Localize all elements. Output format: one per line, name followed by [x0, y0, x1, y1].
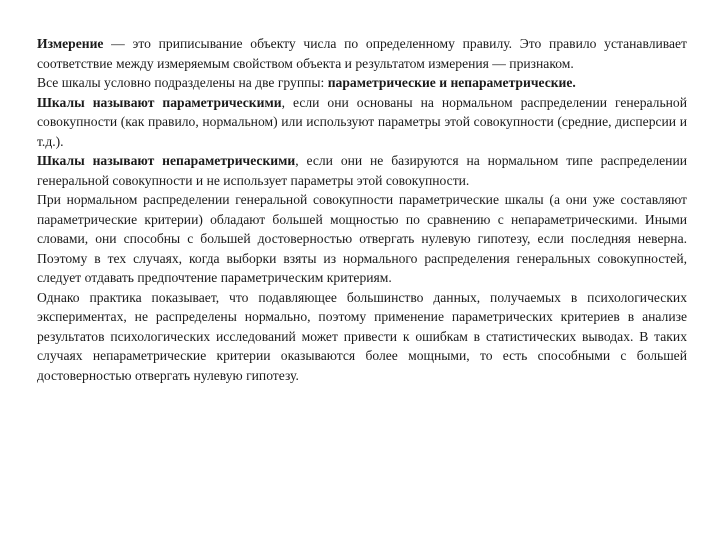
- parametric-text: , если они основаны на нормальном распределении генеральной совокупности (как правило, нормальном) или используют параметры этой совокупности (средние, дисперсии и т.д.).: [37, 94, 687, 149]
- scale-groups-text: Все шкалы условно подразделены на две группы:: [37, 75, 328, 90]
- nonparametric-text: , если они не базируются на нормальном типе распределении генеральной совокупности и не использует параметры этой совокупности.: [37, 153, 687, 188]
- paragraph-nonparametric: [37, 151, 687, 190]
- paragraph-measurement-definition: [37, 34, 687, 73]
- paragraph-scale-groups: [37, 73, 687, 93]
- paragraph-practice: Однако практика показывает, что подавляющее большинство данных, получаемых в психологических экспериментах, не распределены нормально, поэтому применение параметрических критериев в анализе результатов психологических исследований может привести к ошибкам в статистических выводах. В таких случаях непараметрические критерии оказываются более мощными, то есть способными с большей достоверностью отвергать нулевую гипотезу.: [37, 289, 687, 383]
- paragraph-parametric: [37, 93, 687, 152]
- paragraph-power-comparison: При нормальном распределении генеральной совокупности параметрические шкалы (а они уже составляют параметрические критерии) обладают большей мощностью по сравнению с непараметрическими. Иными словами, они способны с большей достоверностью отвергать нулевую гипотезу, если последняя неверна. Поэтому в тех случаях, когда выборки взяты из нормального распределения генеральных совокупностей, следует отдавать предпочтение параметрическим критериям.: [37, 192, 687, 285]
- scale-groups-bold: параметрические и непараметрические.: [327, 75, 576, 90]
- definition-text: — это приписывание объекту числа по определенному правилу. Это правило устанавливает соответствие между измеряемым свойством объекта и результатом измерения — признаком.: [37, 36, 687, 71]
- term-measurement: Измерение: [37, 36, 104, 51]
- parametric-heading: Шкалы называют параметрическими: [37, 94, 282, 110]
- document-body: [37, 34, 687, 385]
- nonparametric-heading: Шкалы называют непараметрическими: [37, 153, 296, 168]
